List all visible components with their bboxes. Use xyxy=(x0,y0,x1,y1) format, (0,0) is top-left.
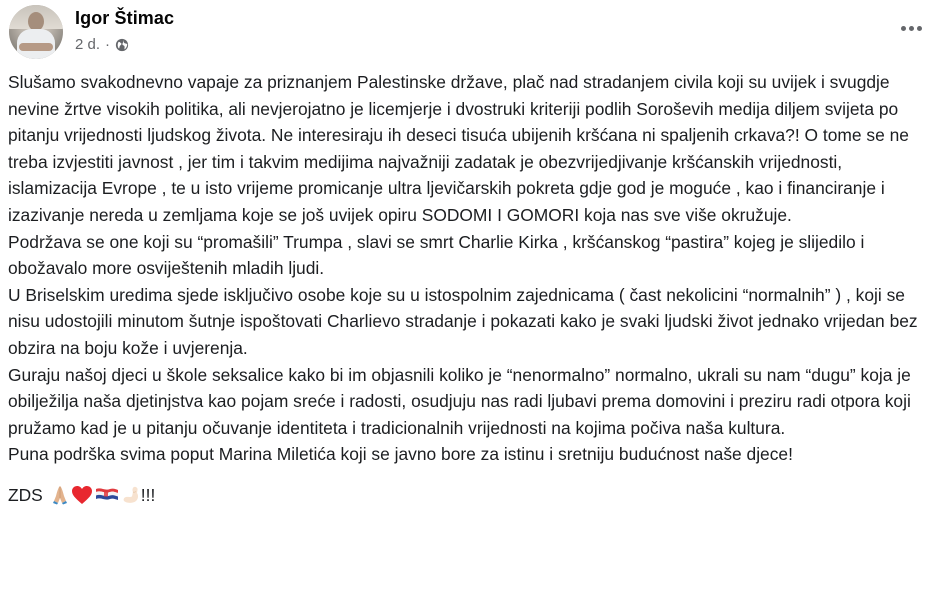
author-name[interactable]: Igor Štimac xyxy=(75,8,175,28)
meta-separator: · xyxy=(105,36,111,53)
avatar-arms xyxy=(19,43,53,51)
more-horizontal-icon-dot xyxy=(901,26,906,31)
post-timestamp[interactable]: 2 d. xyxy=(75,36,101,53)
signoff-suffix: !!! xyxy=(140,484,156,505)
post-meta xyxy=(75,36,129,53)
globe-icon[interactable] xyxy=(115,38,129,52)
author-avatar[interactable] xyxy=(9,5,63,59)
more-horizontal-icon-dot xyxy=(917,26,922,31)
red-heart-icon xyxy=(71,485,93,505)
post-header xyxy=(0,0,936,64)
folded-hands-icon xyxy=(51,485,69,505)
croatia-flag-icon xyxy=(95,487,119,503)
post-body xyxy=(8,69,928,509)
flexed-biceps-icon xyxy=(121,485,141,505)
post-paragraph: Guraju našoj djeci u škole seksalice kako bi im objasnili koliko je “nenormalno” normalno, ukrali su nam “dugu” koja je obilježilja naša djetinjstva kao pojam sreće i radosti, osudjuju nas radi ljubavi prema domovini i preziru radi otpora koji pružamo kad je u pitanju očuvanje identiteta i tradicionalnih vrijednosti na kojima počiva naša kultura. xyxy=(8,364,911,438)
post-paragraph: Slušamo svakodnevno vapaje za priznanjem Palestinske države, plač nad stradanjem civila koji su uvijek i svugdje nevine žrtve visokih politika, ali nevjerojatno je licemjerje i dvostruki kriteriji podlih Soroševih medija diljem svijeta po pitanju vrijednosti ljudskog života. Ne interesiraju ih deseci tisuća ubijenih kršćana ni spaljenih crkava?! O tome se ne treba izvjestiti javnost , jer tim i takvim medijima najvažniji zadatak je obezvrijedjivanje kršćanskih vrijednosti, islamizacija Evrope , te u isto vrijeme promicanje ultra ljevičarskih pokreta gdje god je moguće , kao i financiranje i izazivanje nereda u zemljama koje se još uvijek opiru SODOMI I GOMORI koja nas sve više okružuje. xyxy=(8,72,909,225)
post-signoff xyxy=(8,482,928,509)
post-paragraph: U Briselskim uredima sjede isključivo osobe koje su u istospolnim zajednicama ( čast nekolicini “normalnih” ) , koji se nisu udostojili minutom šutnje ispoštovati Charlievo stradanje i pokazati kako je svaki ljudski život jednako vrijedan bez obzira na boju kože i uvjerenja. xyxy=(8,284,918,358)
post-paragraph: Podržava se one koji su “promašili” Trumpa , slavi se smrt Charlie Kirka , kršćanskog “pastira” kojeg je slijedilo i obožavalo more osviještenih mladih ljudi. xyxy=(8,231,865,279)
post-paragraph: Puna podrška svima poput Marina Miletića koji se javno bore za istinu i sretniju budućnost naše djece! xyxy=(8,444,793,465)
more-options-button[interactable] xyxy=(896,18,926,38)
signoff-text: ZDS xyxy=(8,484,43,505)
more-horizontal-icon-dot xyxy=(909,26,914,31)
